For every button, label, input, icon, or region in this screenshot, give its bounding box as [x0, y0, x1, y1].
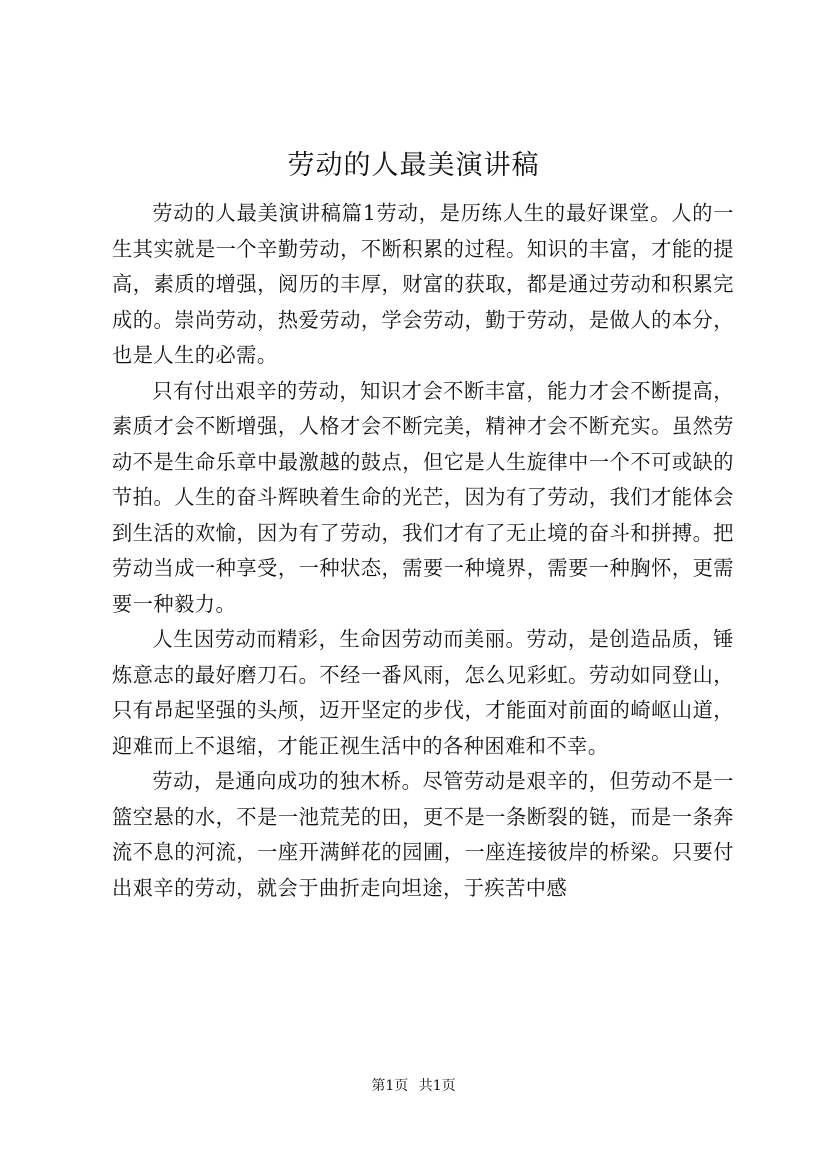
paragraph-3: 人生因劳动而精彩，生命因劳动而美丽。劳动，是创造品质，锤炼意志的最好磨刀石。不经一番风雨，怎么见彩虹。劳动如同登山，只有昂起坚强的头颅，迈开坚定的步伐，才能面对前面的崎岖山道，迎难而上不退缩，才能正视生活中的各种困难和不幸。: [112, 627, 734, 758]
paragraph-1: 劳动的人最美演讲稿篇1劳动，是历练人生的最好课堂。人的一生其实就是一个辛勤劳动，不断积累的过程。知识的丰富，才能的提高，素质的增强，阅历的丰厚，财富的获取，都是通过劳动和积累完成的。崇尚劳动，热爱劳动，学会劳动，勤于劳动，是做人的本分，也是人生的必需。: [112, 201, 734, 367]
paragraph-2: 只有付出艰辛的劳动，知识才会不断丰富，能力才会不断提高，素质才会不断增强，人格才会不断完美，精神才会不断充实。虽然劳动不是生命乐章中最激越的鼓点，但它是人生旋律中一个不可或缺的节拍。人生的奋斗辉映着生命的光芒，因为有了劳动，我们才能体会到生活的欢愉，因为有了劳动，我们才有了无止境的奋斗和拼搏。把劳动当成一种享受，一种状态，需要一种境界，需要一种胸怀，更需要一种毅力。: [112, 378, 734, 616]
paragraph-4: 劳动，是通向成功的独木桥。尽管劳动是艰辛的，但劳动不是一篮空悬的水，不是一池荒芜的田，更不是一条断裂的链，而是一条奔流不息的河流，一座开满鲜花的园圃，一座连接彼岸的桥梁。只要付出艰辛的劳动，就会于曲折走向坦途，于疾苦中感: [112, 769, 734, 900]
document-body: [112, 196, 734, 906]
page-number: 第1页: [371, 1078, 409, 1094]
page-title: 劳动的人最美演讲稿: [287, 150, 540, 181]
page-total: 共1页: [418, 1078, 456, 1094]
page-footer: [0, 1076, 827, 1096]
